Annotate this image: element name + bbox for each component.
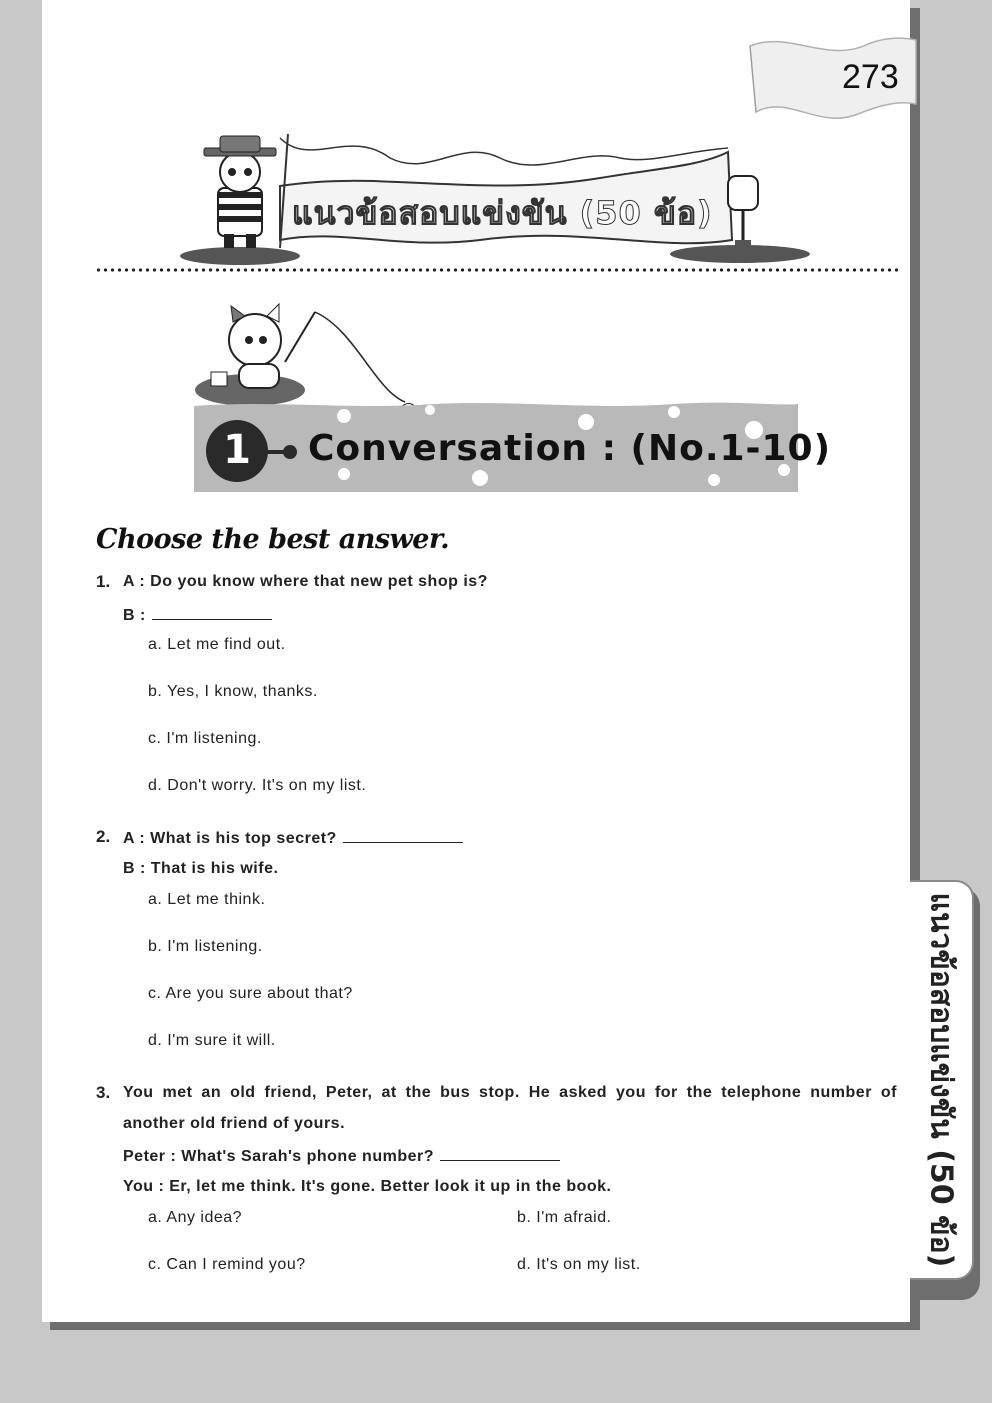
instruction: Choose the best answer. <box>96 524 450 555</box>
question-line-b: B : <box>123 605 272 625</box>
option-a[interactable]: a. Let me find out. <box>148 636 286 653</box>
option-c[interactable]: c. Are you sure about that? <box>148 985 353 1002</box>
option-c[interactable]: c. I'm listening. <box>148 730 262 747</box>
option-d[interactable]: d. I'm sure it will. <box>148 1032 276 1049</box>
option-d[interactable]: d. Don't worry. It's on my list. <box>148 777 367 794</box>
banner-title: แนวข้อสอบแข่งขัน (50 ข้อ) <box>292 194 713 232</box>
answer-blank <box>152 605 272 620</box>
side-tab[interactable] <box>910 880 974 1280</box>
question-stem-line-1: You met an old friend, Peter, at the bus stop. He asked you for the telephone number of <box>123 1084 897 1101</box>
question-line-b: B : That is his wife. <box>123 860 279 877</box>
option-b[interactable]: b. I'm afraid. <box>517 1209 612 1226</box>
option-a[interactable]: a. Any idea? <box>148 1209 243 1226</box>
question-line-a: A : Do you know where that new pet shop is? <box>123 573 488 590</box>
answer-blank <box>440 1146 560 1161</box>
section-number-badge: 1 <box>206 420 268 482</box>
question-number: 3. <box>96 1083 111 1102</box>
dotted-divider <box>95 268 900 272</box>
option-b[interactable]: b. Yes, I know, thanks. <box>148 683 318 700</box>
question-number: 2. <box>96 827 111 846</box>
question-line-a: A : What is his top secret? <box>123 828 463 848</box>
question-stem-line-2: another old friend of yours. <box>123 1115 346 1132</box>
question-line-a: Peter : What's Sarah's phone number? <box>123 1146 560 1166</box>
option-c[interactable]: c. Can I remind you? <box>148 1256 306 1273</box>
option-d[interactable]: d. It's on my list. <box>517 1256 641 1273</box>
side-tab-label: แนวข้อสอบแข่งขัน (50 ข้อ) <box>923 892 959 1268</box>
option-a[interactable]: a. Let me think. <box>148 891 266 908</box>
question-number: 1. <box>96 572 111 591</box>
option-b[interactable]: b. I'm listening. <box>148 938 263 955</box>
page-number: 273 <box>842 58 899 96</box>
fishing-cat-illustration <box>195 300 800 412</box>
answer-blank <box>343 828 463 843</box>
section-title: Conversation : (No.1-10) <box>308 428 832 469</box>
cat-icon <box>204 136 276 248</box>
question-line-b: You : Er, let me think. It's gone. Better look it up in the book. <box>123 1178 612 1195</box>
